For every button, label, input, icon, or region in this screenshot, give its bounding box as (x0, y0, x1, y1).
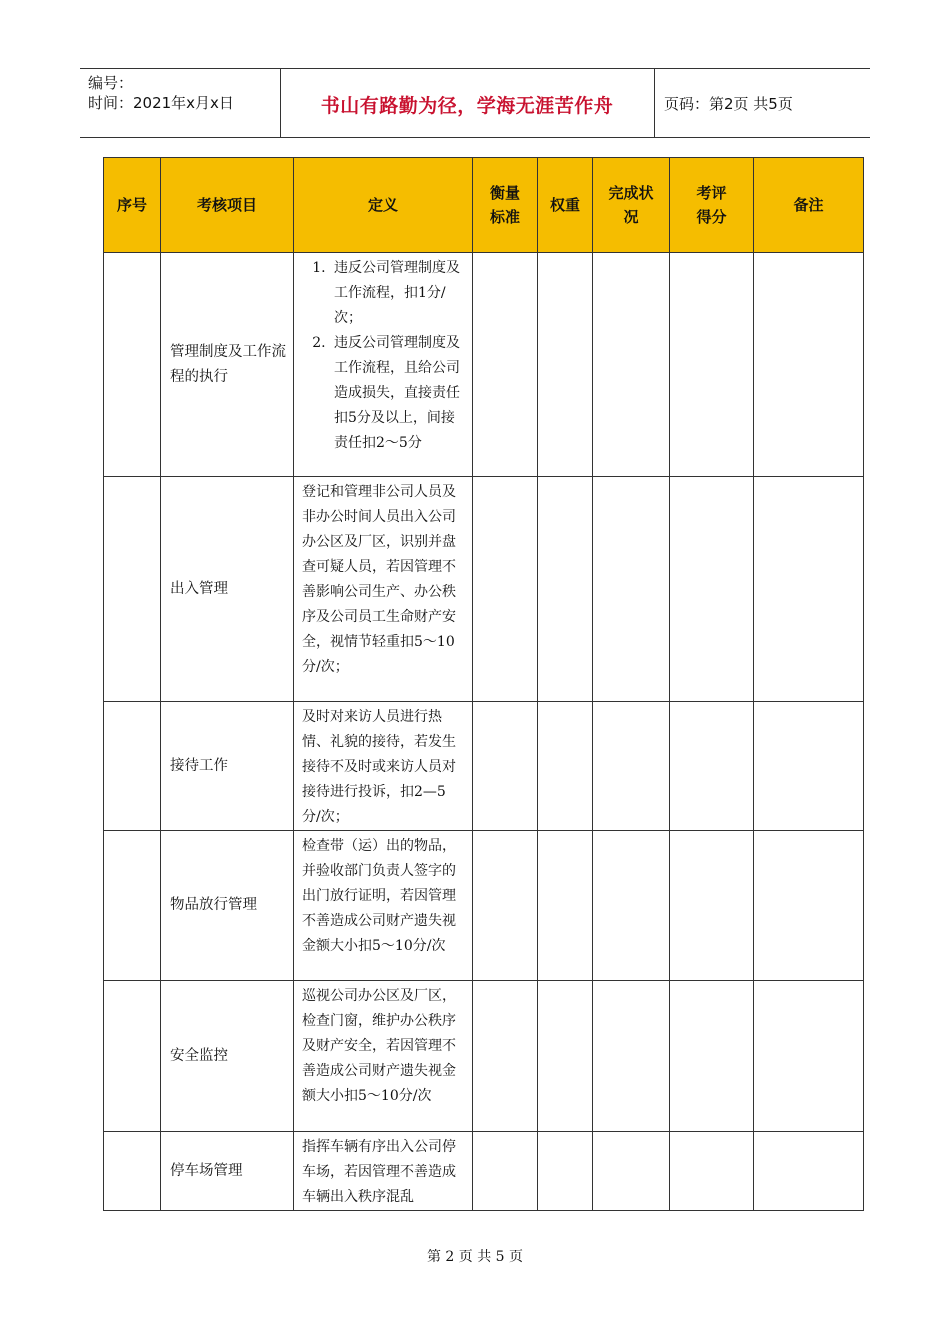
cell-item: 停车场管理 (161, 1132, 294, 1211)
table-row (104, 831, 864, 981)
cell-definition: 指挥车辆有序出入公司停车场，若因管理不善造成车辆出入秩序混乱 (294, 1132, 473, 1211)
cell-standard[interactable] (473, 981, 538, 1132)
cell-index (104, 1132, 161, 1211)
definition-list (302, 256, 464, 456)
cell-weight[interactable] (538, 1132, 593, 1211)
cell-completion[interactable] (593, 702, 670, 831)
col-header-definition: 定义 (294, 158, 473, 253)
cell-index (104, 831, 161, 981)
cell-definition: 登记和管理非公司人员及非办公时间人员出入公司办公区及厂区，识别并盘查可疑人员，若因管理不善影响公司生产、办公秩序及公司员工生命财产安全，视情节轻重扣5～10分/次； (294, 477, 473, 702)
cell-completion[interactable] (593, 477, 670, 702)
col-header-weight: 权重 (538, 158, 593, 253)
cell-standard[interactable] (473, 831, 538, 981)
cell-standard[interactable] (473, 1132, 538, 1211)
doc-number-label: 编号： (88, 74, 134, 92)
col-header-completion: 完成状 况 (593, 158, 670, 253)
header-divider (280, 69, 281, 137)
cell-remarks[interactable] (754, 702, 864, 831)
cell-score[interactable] (670, 981, 754, 1132)
cell-definition (294, 253, 473, 477)
header-page-info: 页码：第2页 共5页 (664, 95, 793, 113)
cell-remarks[interactable] (754, 477, 864, 702)
cell-standard[interactable] (473, 477, 538, 702)
cell-score[interactable] (670, 253, 754, 477)
cell-score[interactable] (670, 477, 754, 702)
col-header-index: 序号 (104, 158, 161, 253)
cell-remarks[interactable] (754, 1132, 864, 1211)
table-row (104, 253, 864, 477)
cell-weight[interactable] (538, 831, 593, 981)
header-motto: 书山有路勤为径，学海无涯苦作舟 (320, 95, 614, 117)
cell-completion[interactable] (593, 1132, 670, 1211)
cell-item: 物品放行管理 (161, 831, 294, 981)
doc-time-label: 时间：2021年x月x日 (88, 94, 234, 112)
definition-list-item: 2. 违反公司管理制度及工作流程，且给公司造成损失，直接责任扣5分及以上，间接责任扣2～5分 (330, 331, 464, 456)
cell-remarks[interactable] (754, 981, 864, 1132)
col-header-standard: 衡量 标准 (473, 158, 538, 253)
header-divider (654, 69, 655, 137)
cell-index (104, 702, 161, 831)
cell-remarks[interactable] (754, 253, 864, 477)
cell-weight[interactable] (538, 253, 593, 477)
col-header-remarks: 备注 (754, 158, 864, 253)
cell-weight[interactable] (538, 981, 593, 1132)
cell-item: 安全监控 (161, 981, 294, 1132)
table-header-row (104, 158, 864, 253)
cell-definition: 检查带（运）出的物品，并验收部门负责人签字的出门放行证明，若因管理不善造成公司财产遗失视金额大小扣5～10分/次 (294, 831, 473, 981)
cell-score[interactable] (670, 702, 754, 831)
col-header-score: 考评 得分 (670, 158, 754, 253)
table-row (104, 981, 864, 1132)
page-header (80, 68, 870, 138)
cell-index (104, 477, 161, 702)
cell-weight[interactable] (538, 702, 593, 831)
cell-score[interactable] (670, 831, 754, 981)
cell-score[interactable] (670, 1132, 754, 1211)
table-row (104, 1132, 864, 1211)
cell-completion[interactable] (593, 831, 670, 981)
table-row (104, 702, 864, 831)
cell-weight[interactable] (538, 477, 593, 702)
cell-completion[interactable] (593, 253, 670, 477)
cell-standard[interactable] (473, 702, 538, 831)
cell-definition: 巡视公司办公区及厂区，检查门窗，维护办公秩序及财产安全，若因管理不善造成公司财产遗失视金额大小扣5～10分/次 (294, 981, 473, 1132)
cell-completion[interactable] (593, 981, 670, 1132)
cell-standard[interactable] (473, 253, 538, 477)
page-footer: 第 2 页 共 5 页 (426, 1249, 524, 1265)
cell-index (104, 253, 161, 477)
header-meta (88, 73, 234, 113)
col-header-item: 考核项目 (161, 158, 294, 253)
cell-remarks[interactable] (754, 831, 864, 981)
cell-definition: 及时对来访人员进行热情、礼貌的接待，若发生接待不及时或来访人员对接待进行投诉，扣2—5分/次； (294, 702, 473, 831)
assessment-table (103, 157, 864, 1211)
table-row (104, 477, 864, 702)
definition-list-item: 1. 违反公司管理制度及工作流程，扣1分/次； (330, 256, 464, 331)
cell-item: 接待工作 (161, 702, 294, 831)
cell-index (104, 981, 161, 1132)
cell-item: 出入管理 (161, 477, 294, 702)
cell-item: 管理制度及工作流程的执行 (161, 253, 294, 477)
